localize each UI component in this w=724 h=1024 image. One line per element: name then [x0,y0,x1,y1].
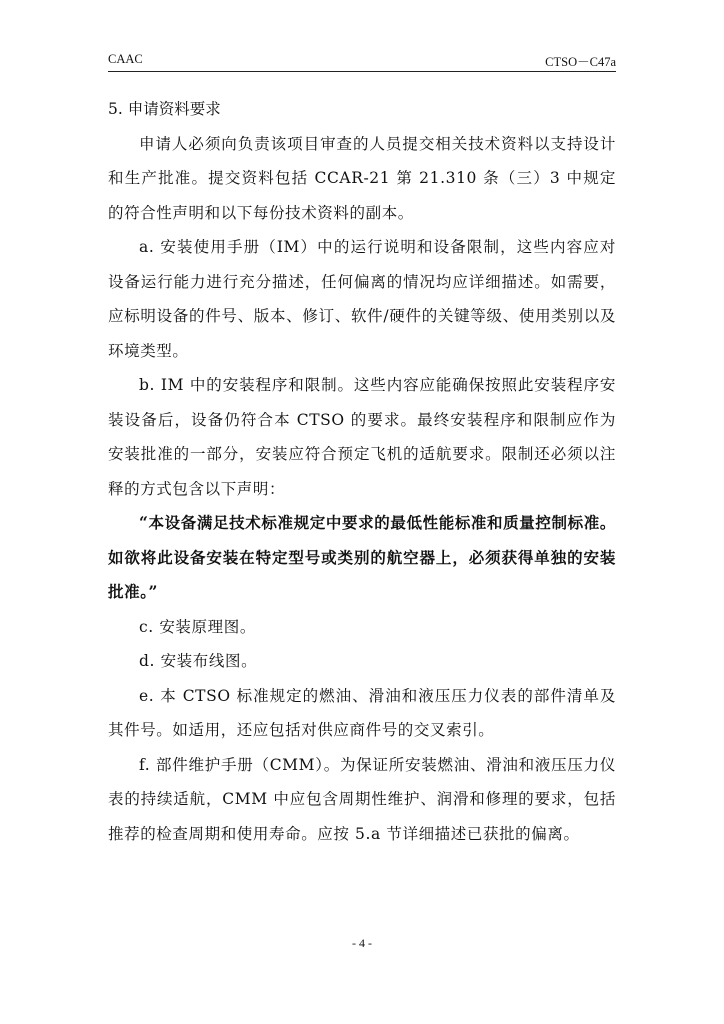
header-divider [108,71,616,72]
paragraph-b: b. IM 中的安装程序和限制。这些内容应能确保按照此安装程序安装设备后，设备仍符合本 CTSO 的要求。最终安装程序和限制应作为安装批准的一部分，安装应符合预定飞机的适航要求。限制还必须以注释的方式包含以下声明： [108,376,616,498]
document-body [108,92,616,851]
paragraph-quote: “本设备满足技术标准规定中要求的最低性能标准和质量控制标准。如欲将此设备安装在特定型号或类别的航空器上，必须获得单独的安装批准。” [108,513,616,601]
paragraph-f: f. 部件维护手册（CMM）。为保证所安装燃油、滑油和液压压力仪表的持续适航，CMM 中应包含周期性维护、润滑和修理的要求，包括推荐的检查周期和使用寿命。应按 5.a 节详细描述已获批的偏离。 [108,755,616,843]
page-header [108,52,616,70]
paragraph-d: d. 安装布线图。 [139,652,258,670]
paragraph-e: e. 本 CTSO 标准规定的燃油、滑油和液压压力仪表的部件清单及其件号。如适用，还应包括对供应商件号的交叉索引。 [108,686,616,739]
paragraph-c: c. 安装原理图。 [139,617,256,636]
header-org: CAAC [108,52,143,66]
header-doc-id: CTSO－C47a [545,55,616,69]
paragraph-a: a. 安装使用手册（IM）中的运行说明和设备限制，这些内容应对设备运行能力进行充分描述，任何偏离的情况均应详细描述。如需要，应标明设备的件号、版本、修订、软件/硬件的关键等级、使用类别以及环境类型。 [108,238,616,360]
section-title: 5. 申请资料要求 [108,100,221,118]
page-number: - 4 - [352,936,372,950]
paragraph-intro: 申请人必须向负责该项目审查的人员提交相关技术资料以支持设计和生产批准。提交资料包括 CCAR-21 第 21.310 条（三）3 中规定的符合性声明和以下每份技术资料的副本。 [108,134,616,222]
